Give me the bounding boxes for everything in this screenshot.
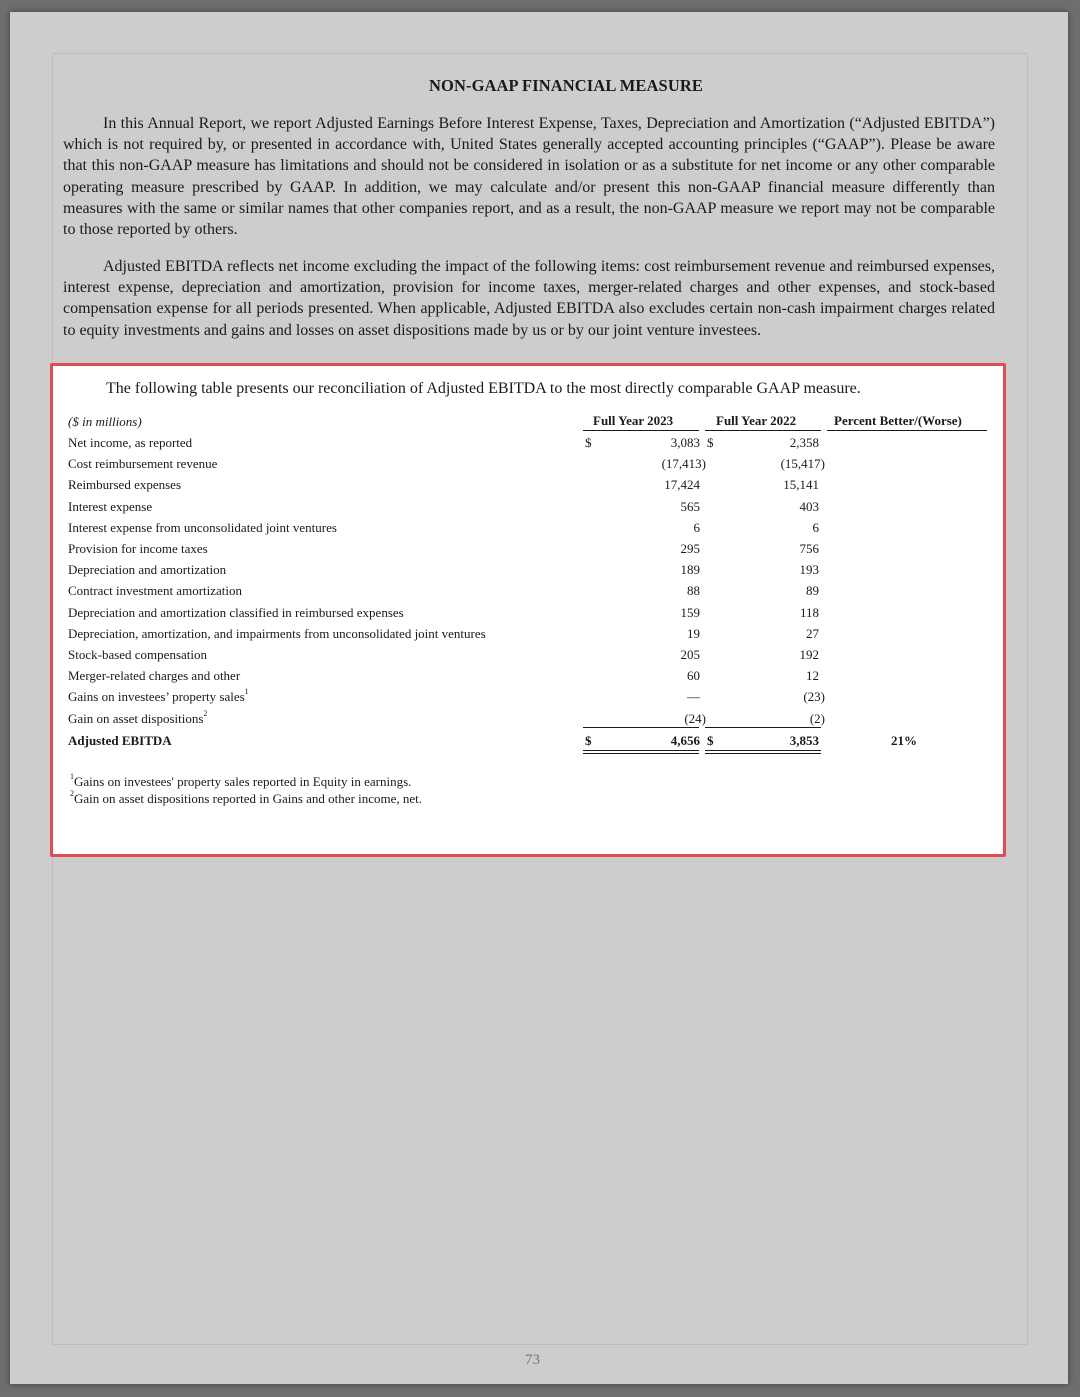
value-2023: 159 xyxy=(680,604,700,620)
column-header-2023: Full Year 2023 xyxy=(593,413,674,428)
value-2022: 118 xyxy=(799,604,819,620)
subtotal-line-2023 xyxy=(583,727,699,728)
units-label: ($ in millions) xyxy=(68,414,142,429)
page-number: 73 xyxy=(525,1352,540,1368)
column-header-percent: Percent Better/(Worse) xyxy=(834,413,962,428)
row-label xyxy=(68,499,152,515)
value-2023: 189 xyxy=(680,562,700,578)
footnote-1 xyxy=(70,774,411,790)
row-label-text: Reimbursed expenses xyxy=(68,477,182,493)
row-label xyxy=(68,647,207,663)
row-label-text: Depreciation, amortization, and impairments from unconsolidated joint ventures xyxy=(68,625,486,641)
row-label-text: Interest expense from unconsolidated joint ventures xyxy=(68,519,337,535)
row-label xyxy=(68,562,226,578)
footnote-2 xyxy=(70,791,422,807)
row-label xyxy=(68,583,242,599)
row-label xyxy=(68,456,217,472)
value-2022: 756 xyxy=(799,541,819,556)
value-2022: 403 xyxy=(799,498,819,514)
section-title: NON-GAAP FINANCIAL MEASURE xyxy=(429,76,703,95)
value-2023: 88 xyxy=(687,583,700,599)
value-2022: (15,417) xyxy=(780,456,825,472)
footnote-2-mark: 2 xyxy=(70,789,74,798)
row-label xyxy=(68,541,208,557)
row-label-text: Depreciation and amortization xyxy=(68,562,227,578)
dollar-sign-2022: $ xyxy=(707,435,714,450)
row-label-text: Stock-based compensation xyxy=(68,647,207,662)
value-2022: (2) xyxy=(809,710,825,726)
dollar-sign-2023: $ xyxy=(585,435,592,450)
paragraph-adjusted-ebitda-definition: In this Annual Report, we report Adjusted Earnings Before Interest Expense, Taxes, Depreciation and Amortization (“Adjusted EBITDA”) which is not required by, or presented in accordance with, United States generally accepted accounting principles (“GAAP”). Please be aware that this non-GAAP measure has limitations and should not be considered in isolation or as a substitute for net income or any other comparable operating measure prescribed by GAAP. In addition, we may calculate and/or present this non-GAAP financial measure differently than measures with the same or similar names that other companies report, and as a result, the non-GAAP measure we report may not be comparable to those reported by others. xyxy=(63,115,995,239)
total-double-line-bottom-2022 xyxy=(705,753,821,754)
value-2023: 60 xyxy=(687,668,700,684)
total-dollar-2022: $ xyxy=(707,733,714,748)
row-label-text: Gains on investees’ property sales xyxy=(68,689,245,705)
subtotal-line-2022 xyxy=(705,727,821,728)
value-2022: 89 xyxy=(806,583,819,599)
row-label xyxy=(68,626,486,642)
total-dollar-2023: $ xyxy=(585,733,592,748)
footnote-reference: 1 xyxy=(244,687,249,697)
footnote-1-mark: 1 xyxy=(70,772,74,781)
column-header-2022: Full Year 2022 xyxy=(716,413,797,428)
row-label xyxy=(68,708,208,727)
total-value-2022: 3,853 xyxy=(789,733,819,748)
footnote-1-text: Gains on investees' property sales reported in Equity in earnings. xyxy=(74,774,412,789)
total-double-line-top-2023 xyxy=(583,750,699,751)
value-2022: 27 xyxy=(806,625,819,641)
header-underline-2022 xyxy=(705,430,821,431)
total-label: Adjusted EBITDA xyxy=(68,733,172,748)
value-2023: 6 xyxy=(693,519,700,535)
value-2022: 6 xyxy=(812,519,819,535)
value-2022: 15,141 xyxy=(783,477,819,493)
value-2022: 192 xyxy=(799,647,819,662)
total-value-2023: 4,656 xyxy=(670,733,700,748)
header-underline-2023 xyxy=(583,430,699,431)
row-label-text: Provision for income taxes xyxy=(68,541,208,556)
value-2023: 205 xyxy=(680,647,700,662)
paragraph-adjusted-ebitda-exclusions: Adjusted EBITDA reflects net income excluding the impact of the following items: cost reimbursement revenue and reimbursed expenses, interest expense, depreciation and amortization, provision for income taxes, merger-related charges and other expenses, and stock-based compensation expense for all periods presented. When applicable, Adjusted EBITDA also excludes certain non-cash impairment charges related to equity investments and gains and losses on asset dispositions made by us or by our joint venture investees. xyxy=(63,258,995,339)
row-label-text: Depreciation and amortization classified in reimbursed expenses xyxy=(68,604,404,620)
row-label-text: Cost reimbursement revenue xyxy=(68,456,218,472)
value-2023: 17,424 xyxy=(664,477,700,493)
row-label-text: Merger-related charges and other xyxy=(68,668,241,684)
table-intro: The following table presents our reconciliation of Adjusted EBITDA to the most directly comparable GAAP measure. xyxy=(106,380,861,397)
value-2023: 295 xyxy=(680,541,700,556)
row-label-text: Net income, as reported xyxy=(68,435,193,450)
value-2023: (24) xyxy=(684,710,706,726)
value-2022: (23) xyxy=(803,689,825,705)
row-label xyxy=(68,605,404,621)
reconciliation-table-highlight xyxy=(50,363,1006,857)
value-2023: (17,413) xyxy=(661,456,706,472)
row-label xyxy=(68,435,192,451)
header-underline-percent xyxy=(827,430,987,431)
value-2022: 2,358 xyxy=(789,435,819,450)
footnote-reference: 2 xyxy=(203,708,208,718)
row-label-text: Interest expense xyxy=(68,498,153,514)
value-2022: 193 xyxy=(799,562,819,578)
row-label xyxy=(68,520,337,536)
value-2023: 19 xyxy=(687,625,700,641)
value-2023: — xyxy=(687,689,700,705)
total-double-line-bottom-2023 xyxy=(583,753,699,754)
row-label-text: Gain on asset dispositions xyxy=(68,710,204,726)
row-label xyxy=(68,689,249,705)
value-2023: 3,083 xyxy=(670,435,700,450)
row-label xyxy=(68,477,181,493)
reconciliation-table xyxy=(53,366,1003,854)
row-label-text: Contract investment amortization xyxy=(68,583,243,599)
value-2022: 12 xyxy=(806,668,819,684)
footnote-2-text: Gain on asset dispositions reported in Gains and other income, net. xyxy=(74,791,423,806)
value-2023: 565 xyxy=(680,498,700,514)
row-label xyxy=(68,668,240,684)
total-double-line-top-2022 xyxy=(705,750,821,751)
total-percent: 21% xyxy=(891,733,917,748)
